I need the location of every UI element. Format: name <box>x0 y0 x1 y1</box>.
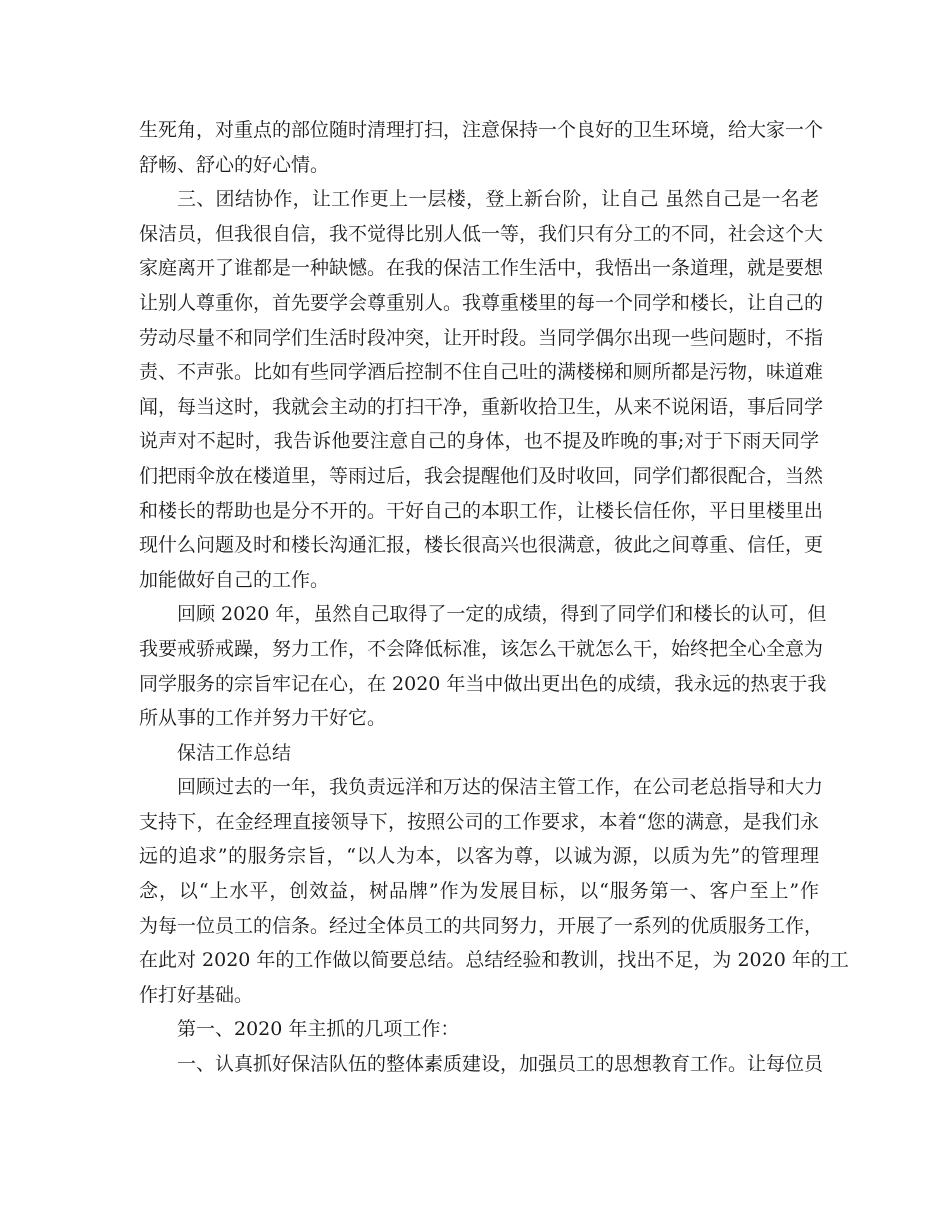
text-line: 们把雨伞放在楼道里，等雨过后，我会提醒他们及时收回，同学们都很配合，当然 <box>139 464 824 487</box>
subheading-first <box>139 1012 819 1047</box>
paragraph-review-2020 <box>139 597 827 735</box>
section-heading: 保洁工作总结 <box>177 741 292 764</box>
text-line: 舒畅、舒心的好心情。 <box>139 153 330 176</box>
paragraph-summary <box>139 770 849 1012</box>
text-line: 三、团结协作，让工作更上一层楼，登上新台阶，让自己 虽然自己是一名老 <box>177 188 819 211</box>
text-line: 让别人尊重你，首先要学会尊重别人。我尊重楼里的每一个同学和楼长，让自己的 <box>139 291 824 314</box>
text-line: 在此对 2020 年的工作做以简要总结。总结经验和教训，找出不足，为 2020 年的工 <box>139 949 849 972</box>
text-line: 支持下，在金经理直接领导下，按照公司的工作要求，本着“您的满意，是我们永 <box>139 810 819 833</box>
text-line: 现什么问题及时和楼长沟通汇报，楼长很高兴也很满意，彼此之间尊重、信任，更 <box>139 534 824 557</box>
text-line: 同学服务的宗旨牢记在心，在 2020 年当中做出更出色的成绩，我永远的热衷于我 <box>139 672 827 695</box>
text-line: 回顾 2020 年，虽然自己取得了一定的成绩，得到了同学们和楼长的认可，但 <box>177 603 827 626</box>
subheading: 第一、2020 年主抓的几项工作： <box>177 1018 460 1041</box>
text-line: 远的追求”的服务宗旨，“以人为本，以客为尊，以诚为源，以质为先”的管理理 <box>139 845 819 868</box>
text-line: 说声对不起时，我告诉他要注意自己的身体，也不提及昨晚的事;对于下雨天同学 <box>139 430 819 453</box>
paragraph-teamwork <box>139 182 824 597</box>
text-line: 作打好基础。 <box>139 983 254 1006</box>
text-line: 保洁员，但我很自信，我不觉得比别人低一等，我们只有分工的不同，社会这个大 <box>139 222 824 245</box>
text-line: 闻，每当这时，我就会主动的打扫干净，重新收拾卫生，从来不说闲语，事后同学 <box>139 395 824 418</box>
text-line: 为每一位员工的信条。经过全体员工的共同努力，开展了一系列的优质服务工作， <box>139 914 824 937</box>
paragraph-continuation <box>139 113 824 182</box>
text-line: 家庭离开了谁都是一种缺憾。在我的保洁工作生活中，我悟出一条道理，就是要想 <box>139 257 824 280</box>
text-line: 加能做好自己的工作。 <box>139 568 330 591</box>
document-body <box>139 113 849 1082</box>
text-line: 劳动尽量不和同学们生活时段冲突，让开时段。当同学偶尔出现一些问题时，不指 <box>139 326 824 349</box>
paragraph-item-one <box>139 1047 824 1082</box>
text-line: 生死角，对重点的部位随时清理打扫，注意保持一个良好的卫生环境，给大家一个 <box>139 119 824 141</box>
text-line: 一、认真抓好保洁队伍的整体素质建设，加强员工的思想教育工作。让每位员 <box>177 1053 824 1076</box>
text-line: 念，以“上水平，创效益，树品牌”作为发展目标，以“服务第一、客户至上”作 <box>139 880 819 903</box>
text-line: 所从事的工作并努力干好它。 <box>139 707 387 730</box>
text-line: 回顾过去的一年，我负责远洋和万达的保洁主管工作，在公司老总指导和大力 <box>177 776 824 799</box>
text-line: 我要戒骄戒躁，努力工作，不会降低标准，该怎么干就怎么干，始终把全心全意为 <box>139 637 824 660</box>
text-line: 和楼长的帮助也是分不开的。干好自己的本职工作，让楼长信任你，平日里楼里出 <box>139 499 824 522</box>
text-line: 责、不声张。比如有些同学酒后控制不住自己吐的满楼梯和厕所都是污物，味道难 <box>139 361 824 384</box>
section-heading-cleaning-summary <box>139 736 819 771</box>
